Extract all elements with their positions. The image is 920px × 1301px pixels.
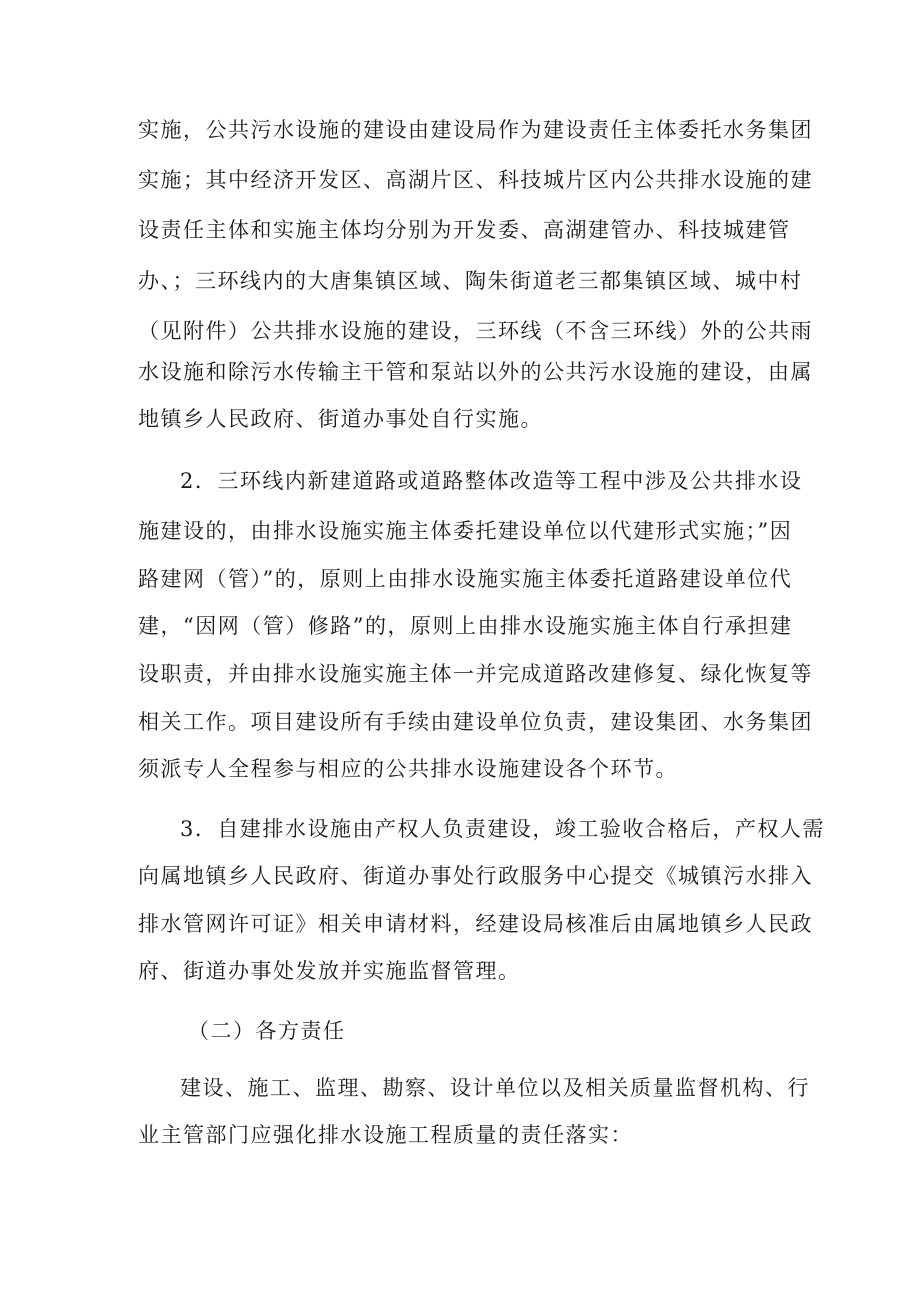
paragraph-2-line-1: 2．三环线内新建道路或道路整体改造等工程中涉及公共排水设 xyxy=(180,469,803,493)
paragraph-4-line-2: 业主管部门应强化排水设施工程质量的责任落实： xyxy=(138,1123,633,1147)
paragraph-1-line-5: （见附件）公共排水设施的建设，三环线（不含三环线）外的公共雨 xyxy=(138,319,813,343)
paragraph-2-line-6: 相关工作。项目建设所有手续由建设单位负责，建设集团、水务集团 xyxy=(138,710,813,734)
paragraph-4-line-1: 建设、施工、监理、勘察、设计单位以及相关质量监督机构、行 xyxy=(180,1076,810,1100)
paragraph-1-line-6: 水设施和除污水传输主干管和泵站以外的公共污水设施的建设，由属 xyxy=(138,360,813,384)
paragraph-1-line-1: 实施，公共污水设施的建设由建设局作为建设责任主体委托水务集团 xyxy=(138,118,813,142)
paragraph-2-line-7: 须派专人全程参与相应的公共排水设施建设各个环节。 xyxy=(138,757,678,781)
paragraph-2-line-4: 建，“因网（管）修路”的，原则上由排水设施实施主体自行承担建 xyxy=(138,614,793,638)
paragraph-2-line-2: 施建设的，由排水设施实施主体委托建设单位以代建形式实施；”因 xyxy=(138,519,793,543)
paragraph-3-line-2: 向属地镇乡人民政府、街道办事处行政服务中心提交《城镇污水排入 xyxy=(138,864,813,888)
section-heading: （二）各方责任 xyxy=(188,1019,346,1043)
paragraph-3-line-1: 3．自建排水设施由产权人负责建设，竣工验收合格后，产权人需 xyxy=(180,817,825,841)
paragraph-3-line-4: 府、街道办事处发放并实施监督管理。 xyxy=(138,959,521,983)
paragraph-2-line-3: 路建网（管）”的，原则上由排水设施实施主体委托道路建设单位代 xyxy=(138,567,793,591)
paragraph-1-line-3: 设责任主体和实施主体均分别为开发委、高湖建管办、科技城建管 xyxy=(138,218,791,242)
paragraph-3-line-3: 排水管网许可证》相关申请材料，经建设局核准后由属地镇乡人民政 xyxy=(138,912,813,936)
paragraph-1-line-2: 实施；其中经济开发区、高湖片区、科技城片区内公共排水设施的建 xyxy=(138,168,813,192)
paragraph-2-line-5: 设职责，并由排水设施实施主体一并完成道路改建修复、绿化恢复等 xyxy=(138,662,813,686)
paragraph-1-line-4: 办、；三环线内的大唐集镇区域、陶朱街道老三都集镇区域、城中村 xyxy=(138,269,803,293)
paragraph-1-line-7: 地镇乡人民政府、街道办事处自行实施。 xyxy=(138,407,543,431)
